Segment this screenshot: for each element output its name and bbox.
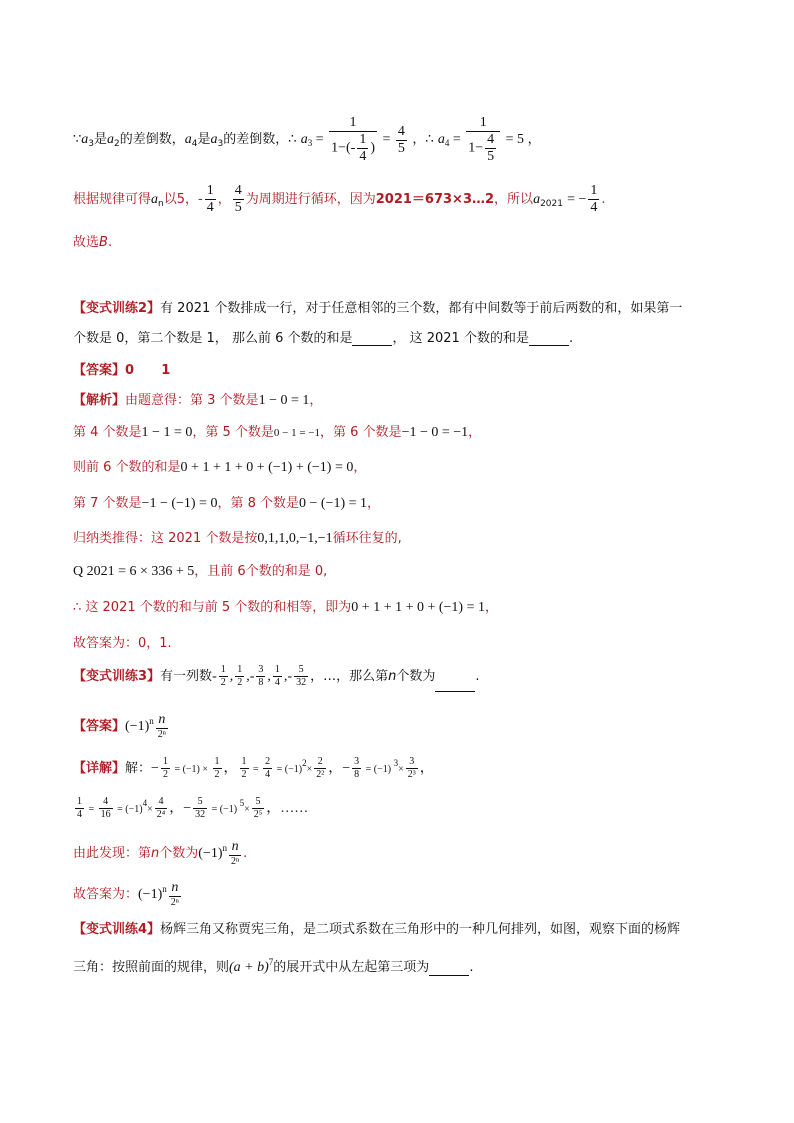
numerator: 3 (406, 757, 418, 769)
base: (−1) (198, 846, 223, 861)
detail-label: 【详解】 (73, 761, 126, 776)
operator: × (306, 764, 313, 775)
equation-a3: $a_3$ = 1 1−(- $\frac{1}{4}$ ) = $\frac{4}{5}$ (300, 115, 405, 164)
denominator: 2³ (407, 769, 416, 781)
fraction (406, 757, 418, 780)
text: 第 4 个数是 (73, 425, 142, 440)
math: 0 + 1 + 1 + 0 + (−1) = 1 (351, 600, 485, 615)
text: 的差倒数， (119, 132, 185, 148)
fraction (314, 757, 326, 780)
question-text: 的展开式中从左起第三项为 (273, 960, 430, 975)
separator: ，…… (266, 801, 309, 816)
fraction (357, 133, 368, 164)
math (229, 957, 274, 975)
denominator: 5 (234, 200, 242, 215)
text: 故选 (73, 235, 100, 250)
fraction (396, 125, 407, 156)
v2-question-line-2 (73, 327, 573, 346)
text: 归纳类推得：这 2021 个数是按 (73, 531, 258, 546)
operator: = (−1) (274, 764, 303, 775)
operator: = (250, 764, 262, 775)
sign: − (151, 761, 159, 776)
denominator: 4 (274, 677, 280, 689)
answer-blank (529, 333, 569, 346)
operator: × (398, 764, 404, 775)
question-text: 三角：按照前面的规律，则 (73, 960, 230, 975)
numerator: 3 (354, 756, 360, 768)
math: 0 + 1 + 1 + 0 + (−1) + (−1) = 0 (180, 460, 354, 475)
sign: ,- (283, 669, 293, 684)
detail-equations (151, 756, 434, 781)
exponent: 4 (142, 798, 148, 808)
numerator: 5 (252, 797, 265, 809)
question-text: 有 2021 个数排成一行，对于任意相邻的三个数，都有中间数等于前后两数的和，如果第一 (160, 301, 683, 316)
text: 以5，- (163, 192, 203, 207)
text: . (243, 846, 248, 861)
numerator: 1 (329, 116, 377, 132)
text: 第 7 个数是 (73, 496, 142, 511)
question-text: 个数为 (396, 669, 436, 684)
v2-solution-7 (73, 596, 498, 616)
text: ， (527, 132, 541, 148)
operator: = (−1) × (171, 764, 211, 775)
question-text: 杨辉三角又称贾宪三角，是二项式系数在三角形中的一种几何排列，如图，观察下面的杨辉 (160, 922, 681, 937)
answer-label: 【答案】 (73, 719, 126, 734)
text: ，所以 (494, 192, 534, 207)
numerator: 2 (265, 756, 271, 768)
text: 是 (94, 132, 108, 148)
math: Q 2021 = 6 × 336 + 5 (73, 564, 195, 579)
text: 1− (331, 140, 346, 156)
sign: , (229, 669, 234, 684)
numerator: 1 (466, 116, 500, 132)
v4-question-line-1 (73, 918, 680, 937)
answer-blank (352, 333, 392, 346)
v2-solution-5 (73, 527, 402, 547)
numerator: 1 (77, 796, 82, 808)
var-a2: a (107, 132, 115, 148)
text: ∴ 这 2021 个数的和与前 5 个数的和相等，即为 (73, 600, 352, 615)
solution-label: 【解析】 (73, 393, 126, 408)
denominator: 2ⁿ (170, 897, 179, 909)
calc: 2021＝673×3…2 (375, 192, 495, 207)
sub: 4 (191, 139, 198, 150)
base: (−1) (125, 719, 150, 734)
fraction (99, 797, 113, 820)
operator: = (−1) (209, 804, 240, 815)
var-a3: a (210, 132, 218, 148)
final-answer: 故答案为：0，1. (73, 636, 172, 651)
exponent: 7 (268, 957, 274, 967)
sequence (212, 664, 310, 689)
equation-a4: $a_4$ = 1 1− $\frac{4}{5}$ = 5 (437, 115, 525, 164)
separator: ， (419, 761, 434, 776)
denominator: 5 (487, 149, 495, 164)
text: ，第 5 个数是 (192, 425, 274, 440)
denominator: 4 (77, 809, 82, 821)
fraction (329, 116, 377, 164)
fraction (219, 665, 228, 688)
math: −1 − 0 = −1 (401, 425, 469, 440)
numerator: 1 (590, 183, 598, 198)
sub: 4 (444, 138, 450, 149)
sub: 2021 (540, 199, 563, 209)
fraction (161, 757, 170, 780)
numerator: 1 (237, 664, 243, 676)
sub: n (158, 199, 164, 209)
sign: , (267, 669, 271, 684)
numerator: 4 (99, 797, 113, 809)
exponent: 2 (302, 758, 307, 768)
fraction (352, 757, 361, 780)
derivation-line (73, 116, 541, 166)
denominator: 4 (359, 149, 367, 164)
v2-final (73, 632, 172, 651)
fraction (256, 665, 265, 688)
math: 0 − 1 = −1 (273, 427, 321, 439)
math: 1 − 1 = 0 (141, 425, 193, 440)
var-a3: a (81, 132, 89, 148)
var-an: a (151, 192, 159, 207)
text: 个数为 (159, 846, 199, 861)
fraction (229, 840, 241, 867)
sub: 3 (88, 139, 95, 150)
v3-detail-row-1 (73, 748, 434, 785)
fraction (155, 797, 168, 820)
fraction (75, 797, 84, 820)
denominator: 32 (296, 677, 307, 689)
separator: ， (169, 801, 184, 816)
denominator: 32 (195, 809, 206, 821)
sign: − (342, 761, 351, 776)
numerator: 4 (397, 123, 405, 139)
denominator: 4 (590, 200, 598, 215)
var-n: n (388, 669, 397, 684)
v2-solution-6 (73, 560, 327, 580)
v2-solution-4 (73, 492, 380, 512)
operator: = (−1) (363, 764, 394, 775)
denominator: 2ⁿ (231, 856, 240, 868)
denominator: 5 (397, 140, 405, 156)
text: . (475, 669, 480, 684)
var: a (437, 132, 445, 148)
question-text: 有一列数 (160, 669, 213, 684)
exponent: 5 (239, 798, 245, 808)
numerator: 4 (487, 132, 495, 147)
exponent: n (222, 843, 228, 853)
math: 0 − (−1) = 1 (299, 496, 368, 511)
section-label: 【变式训练2】 (73, 301, 161, 316)
numerator: 3 (258, 664, 264, 676)
v3-detail-row-2 (73, 788, 308, 825)
text: ，∴ (412, 132, 434, 148)
fraction (156, 713, 168, 740)
math: 1 − 0 = 1 (258, 393, 310, 408)
numerator: n (229, 840, 241, 856)
section-label: 【变式训练4】 (73, 922, 161, 937)
question-text: ， 这 2021 个数的和是 (392, 331, 529, 346)
v2-solution-1 (73, 389, 322, 409)
numerator: 1 (162, 756, 168, 768)
denominator: 16 (100, 809, 111, 821)
denominator: 1−(- $\frac{1}{4}$ ) (331, 132, 376, 164)
numerator: 1 (274, 664, 280, 676)
sign: ,- (246, 669, 255, 684)
operator: × (244, 804, 250, 815)
v3-question (73, 662, 480, 692)
denominator: 2 (241, 769, 247, 781)
fraction (169, 881, 181, 908)
v3-answer (73, 706, 170, 742)
fraction (485, 133, 496, 164)
sign: - (212, 669, 217, 684)
v2-solution-3 (73, 456, 366, 476)
text: 则前 6 个数的和是 (73, 460, 181, 475)
operator: = (−1) (114, 804, 143, 815)
v2-solution-2 (73, 421, 481, 441)
sign: − (183, 801, 192, 816)
denominator: 4 (206, 200, 214, 215)
text: ， (468, 425, 482, 440)
text: ， (367, 496, 381, 511)
fraction (213, 757, 222, 780)
v3-found (73, 833, 247, 869)
v4-question-line-2 (73, 956, 473, 976)
denominator: 2 (162, 769, 168, 781)
var: a (300, 132, 308, 148)
fraction (193, 797, 207, 820)
operator: × (147, 804, 153, 815)
denominator: 2² (316, 769, 325, 781)
text: 的差倒数，∴ (223, 132, 297, 148)
text: . (107, 235, 113, 250)
text: ，且前 6个数的和是 0, (194, 564, 328, 579)
text: 根据规律可得 (73, 192, 152, 207)
numerator: n (156, 713, 168, 729)
numerator: 1 (214, 756, 220, 768)
fraction (273, 665, 282, 688)
v3-final (73, 874, 183, 910)
math: 0,1,1,0,−1,−1 (257, 531, 333, 546)
question-text: ，…，那么第 (310, 669, 389, 684)
text: 由此发现：第 (73, 846, 152, 861)
sub: 3 (217, 139, 224, 150)
text: = − (567, 192, 587, 207)
fraction (466, 116, 500, 164)
denominator: 2ⁿ (157, 729, 166, 741)
denominator: 8 (258, 677, 264, 689)
text: ，第 8 个数是 (217, 496, 299, 511)
choice: B (99, 235, 108, 250)
numerator: 1 (359, 132, 367, 147)
text: . (568, 331, 574, 346)
detail-equations (73, 796, 309, 821)
text: 故答案为： (73, 887, 139, 902)
math: −1 − (−1) = 0 (141, 496, 218, 511)
numerator: 2 (314, 757, 326, 769)
text: . (469, 960, 474, 975)
sign: - (350, 140, 356, 156)
numerator: 1 (206, 183, 214, 198)
text: ， (485, 600, 499, 615)
answer-blank (435, 679, 475, 692)
separator: ， (223, 761, 238, 776)
text: 1− (468, 140, 484, 156)
numerator: 1 (241, 756, 247, 768)
binomial: (a + b) (229, 960, 269, 975)
sub: 2 (114, 139, 120, 150)
base: (−1) (138, 887, 163, 902)
exponent: 3 (393, 758, 399, 768)
fraction (294, 665, 308, 688)
text: 解： (125, 761, 152, 776)
numerator: 1 (220, 664, 226, 676)
because-symbol: ∵ (73, 132, 82, 148)
answer-label: 【答案】 (73, 363, 126, 378)
section-label: 【变式训练3】 (73, 669, 161, 684)
fraction (252, 797, 265, 820)
text: . (601, 192, 606, 207)
result: = 5 (505, 132, 525, 148)
text: 循环往复的, (332, 531, 402, 546)
numerator: n (169, 881, 181, 897)
text: ，第 6 个数是 (320, 425, 402, 440)
fraction (263, 757, 272, 780)
text: ， (309, 393, 323, 408)
v2-answer (73, 359, 170, 378)
operator: = (86, 804, 97, 815)
sub: 3 (307, 138, 313, 149)
numerator: 5 (193, 797, 207, 809)
denominator: 2 (220, 677, 226, 689)
var-a4: a (184, 132, 192, 148)
denominator: 2 (214, 769, 220, 781)
separator: ， (328, 761, 343, 776)
fraction (205, 184, 216, 215)
text: 为周期进行循环，因为 (245, 192, 376, 207)
answer-blank (429, 963, 469, 976)
text: ， (353, 460, 367, 475)
denominator: 2⁵ (253, 809, 263, 821)
denominator: 2 (237, 677, 243, 689)
exponent: n (149, 716, 154, 726)
exponent: n (162, 884, 167, 894)
fraction (233, 184, 244, 215)
question-text: 个数是 0，第二个数是 1， 那么前 6 个数的和是 (73, 331, 353, 346)
fraction (588, 184, 599, 215)
denominator: 4 (265, 769, 271, 781)
numerator: 5 (294, 665, 308, 677)
fraction (240, 757, 249, 780)
denominator (466, 132, 500, 164)
rule-line (73, 184, 606, 220)
var-a2021: a (533, 192, 541, 207)
denominator: 2⁴ (156, 809, 166, 821)
v2-question-line-1 (73, 297, 682, 316)
text: 是 (197, 132, 211, 148)
choose-line (73, 231, 112, 250)
text: 由题意得：第 3 个数是 (125, 393, 259, 408)
denominator: 8 (354, 769, 360, 781)
numerator: 4 (155, 797, 168, 809)
fraction (235, 665, 244, 688)
text: ， (217, 192, 231, 207)
var-n: n (151, 846, 160, 861)
numerator: 4 (234, 183, 242, 198)
answer-value: 0 1 (125, 363, 171, 378)
